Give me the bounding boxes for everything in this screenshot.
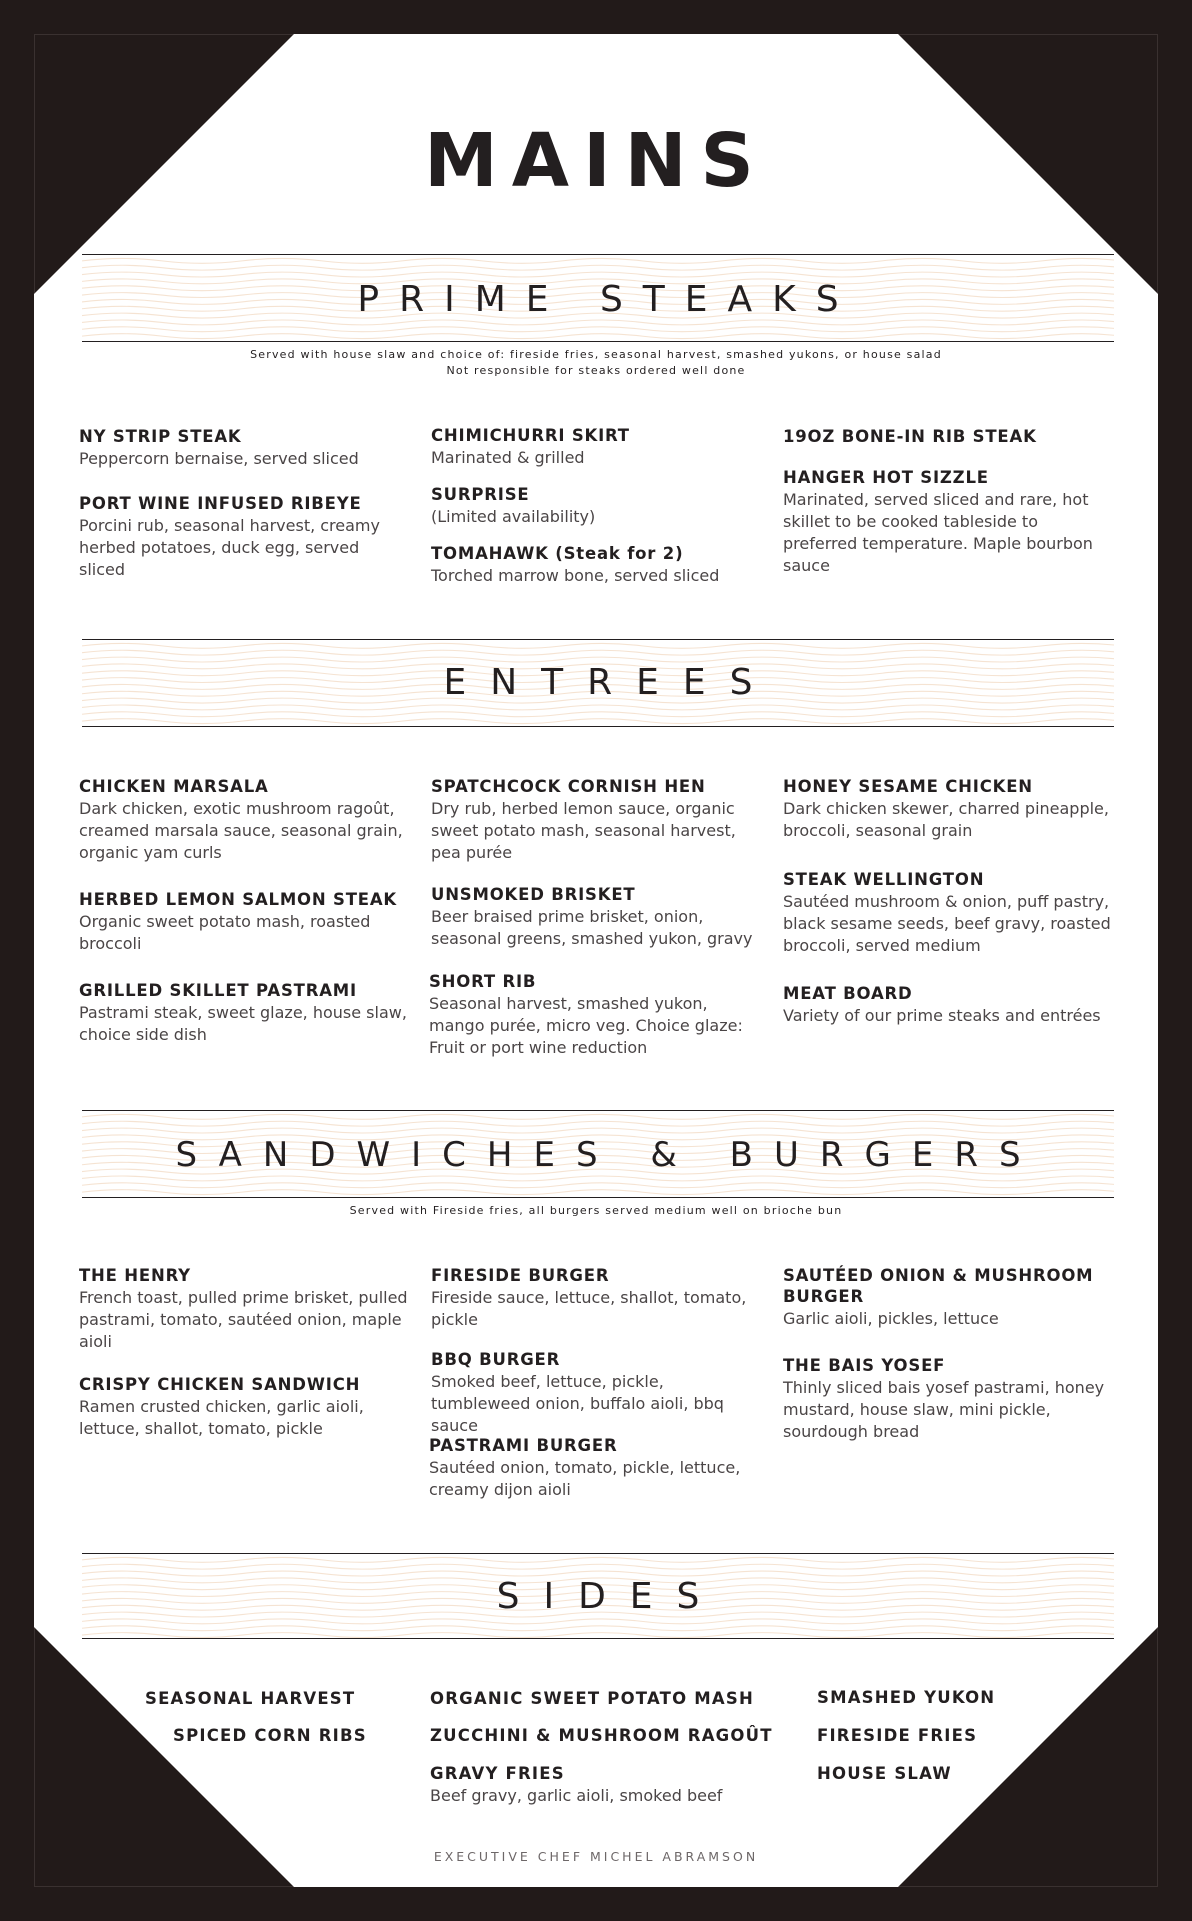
side-item: HOUSE SLAW	[817, 1764, 952, 1783]
side-item: SMASHED YUKON	[817, 1688, 996, 1707]
item-desc: Peppercorn bernaise, served sliced	[79, 449, 359, 468]
sides-band	[82, 1553, 1114, 1639]
item-name: 19OZ BONE-IN RIB STEAK	[783, 427, 1037, 446]
menu-item	[783, 869, 1113, 957]
item-name: HANGER HOT SIZZLE	[783, 468, 989, 487]
item-name: SAUTÉED ONION & MUSHROOM BURGER	[783, 1266, 1094, 1306]
section-title-sandwiches: SANDWICHES & BURGERS	[175, 1135, 1042, 1175]
item-desc: Thinly sliced bais yosef pastrami, honey mustard, house slaw, mini pickle, sourdough bread	[783, 1378, 1105, 1441]
item-name: CHICKEN MARSALA	[79, 777, 269, 796]
menu-item	[79, 889, 409, 955]
menu-item	[783, 1355, 1113, 1443]
item-name: HERBED LEMON SALMON STEAK	[79, 890, 397, 909]
item-desc: Dark chicken, exotic mushroom ragoût, creamed marsala sauce, seasonal grain, organic yam curls	[79, 799, 403, 862]
side-item: ZUCCHINI & MUSHROOM RAGOÛT	[430, 1726, 773, 1745]
item-name: MEAT BOARD	[783, 984, 913, 1003]
item-desc: Marinated & grilled	[431, 448, 585, 467]
item-desc: Dry rub, herbed lemon sauce, organic sweet potato mash, seasonal harvest, pea purée	[431, 799, 736, 862]
menu-item	[79, 493, 409, 581]
sandwiches-band	[82, 1110, 1114, 1198]
menu-item	[79, 980, 409, 1046]
menu-item	[783, 983, 1113, 1027]
menu-item	[431, 484, 761, 528]
item-name: GRAVY FRIES	[430, 1764, 565, 1783]
item-name: CHIMICHURRI SKIRT	[431, 426, 630, 445]
item-name: SURPRISE	[431, 485, 530, 504]
item-name: SPATCHCOCK CORNISH HEN	[431, 777, 706, 796]
item-name: CRISPY CHICKEN SANDWICH	[79, 1375, 361, 1394]
item-name: THE HENRY	[79, 1266, 191, 1285]
item-desc: Porcini rub, seasonal harvest, creamy herbed potatoes, duck egg, served sliced	[79, 516, 380, 579]
item-desc: Marinated, served sliced and rare, hot skillet to be cooked tableside to preferred temperature. Maple bourbon sauce	[783, 490, 1093, 575]
side-item: SPICED CORN RIBS	[173, 1726, 367, 1745]
item-desc: Pastrami steak, sweet glaze, house slaw, choice side dish	[79, 1003, 407, 1044]
item-name: BBQ BURGER	[431, 1350, 561, 1369]
menu-item	[79, 1265, 409, 1353]
menu-item	[79, 426, 409, 470]
item-desc: Torched marrow bone, served sliced	[431, 566, 720, 585]
section-title-entrees: ENTREES	[443, 662, 777, 703]
item-name: GRILLED SKILLET PASTRAMI	[79, 981, 357, 1000]
menu-item	[431, 884, 761, 950]
prime-steaks-band	[82, 254, 1114, 342]
menu-item	[783, 426, 1113, 447]
item-desc: Sautéed onion, tomato, pickle, lettuce, creamy dijon aioli	[429, 1458, 741, 1499]
menu-item	[79, 776, 409, 864]
item-desc: Seasonal harvest, smashed yukon, mango purée, micro veg. Choice glaze: Fruit or port wine reduction	[429, 994, 743, 1057]
item-name: SHORT RIB	[429, 972, 537, 991]
prime-steaks-note-1: Served with house slaw and choice of: fireside fries, seasonal harvest, smashed yukons, or house salad	[250, 348, 942, 361]
menu-item	[431, 1349, 761, 1437]
item-name: STEAK WELLINGTON	[783, 870, 985, 889]
item-name: TOMAHAWK (Steak for 2)	[431, 544, 684, 563]
side-item: SEASONAL HARVEST	[145, 1689, 356, 1708]
item-desc: (Limited availability)	[431, 507, 596, 526]
menu-item	[783, 1265, 1103, 1330]
menu-item	[429, 971, 759, 1059]
item-desc: Ramen crusted chicken, garlic aioli, lettuce, shallot, tomato, pickle	[79, 1397, 364, 1438]
item-desc: Organic sweet potato mash, roasted broccoli	[79, 912, 371, 953]
menu-item	[431, 543, 761, 587]
item-desc: French toast, pulled prime brisket, pulled pastrami, tomato, sautéed onion, maple aioli	[79, 1288, 408, 1351]
item-name: PORT WINE INFUSED RIBEYE	[79, 494, 362, 513]
item-name: HONEY SESAME CHICKEN	[783, 777, 1033, 796]
sandwiches-note: Served with Fireside fries, all burgers served medium well on brioche bun	[349, 1204, 843, 1217]
item-name: FIRESIDE BURGER	[431, 1266, 610, 1285]
item-desc: Beer braised prime brisket, onion, seasonal greens, smashed yukon, gravy	[431, 907, 753, 948]
item-name: PASTRAMI BURGER	[429, 1436, 618, 1455]
item-desc: Sautéed mushroom & onion, puff pastry, black sesame seeds, beef gravy, roasted broccoli, served medium	[783, 892, 1111, 955]
menu-item	[783, 467, 1103, 577]
menu-item	[431, 1265, 761, 1331]
item-name: THE BAIS YOSEF	[783, 1356, 946, 1375]
item-desc: Beef gravy, garlic aioli, smoked beef	[430, 1786, 723, 1805]
section-title-sides: SIDES	[496, 1576, 724, 1617]
menu-item	[429, 1435, 759, 1501]
item-desc: Smoked beef, lettuce, pickle, tumbleweed onion, buffalo aioli, bbq sauce	[431, 1372, 724, 1435]
item-desc: Fireside sauce, lettuce, shallot, tomato, pickle	[431, 1288, 747, 1329]
item-desc: Dark chicken skewer, charred pineapple, broccoli, seasonal grain	[783, 799, 1109, 840]
menu-item	[783, 776, 1113, 842]
section-title-prime-steaks: PRIME STEAKS	[357, 279, 859, 320]
side-item: ORGANIC SWEET POTATO MASH	[430, 1689, 754, 1708]
menu-item	[79, 1374, 409, 1440]
menu-title: MAINS	[424, 118, 768, 204]
entrees-band	[82, 639, 1114, 727]
item-desc: Variety of our prime steaks and entrées	[783, 1006, 1101, 1025]
menu-item	[431, 425, 761, 469]
menu-item	[431, 776, 761, 864]
item-name: UNSMOKED BRISKET	[431, 885, 636, 904]
chef-credit: EXECUTIVE CHEF MICHEL ABRAMSON	[433, 1849, 759, 1864]
side-item: FIRESIDE FRIES	[817, 1726, 978, 1745]
prime-steaks-note-2: Not responsible for steaks ordered well done	[446, 364, 746, 377]
item-name: NY STRIP STEAK	[79, 427, 242, 446]
item-desc: Garlic aioli, pickles, lettuce	[783, 1309, 999, 1328]
menu-item	[430, 1763, 760, 1807]
